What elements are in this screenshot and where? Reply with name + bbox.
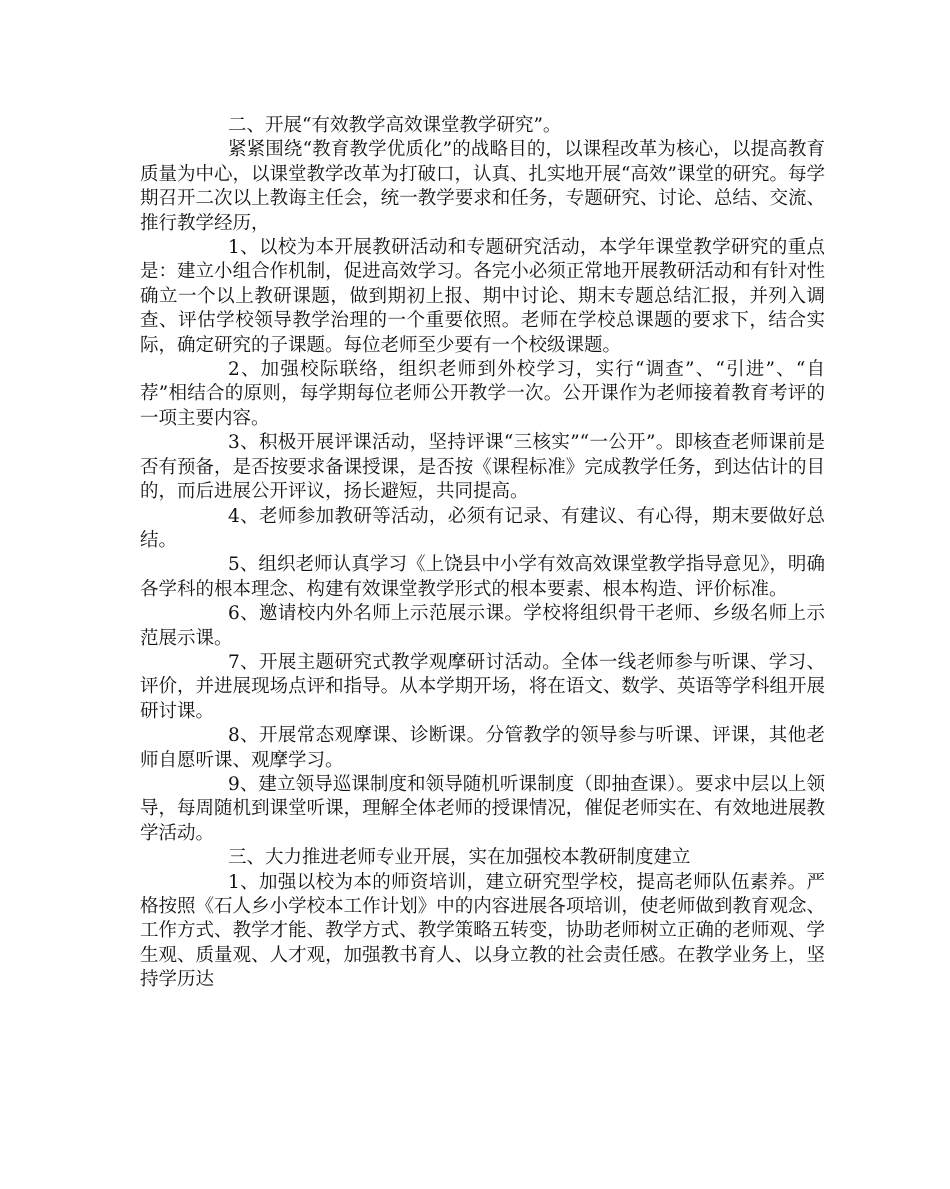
list-item-7: 7、开展主题研究式教学观摩研讨活动。全体一线老师参与听课、学习、评价，并进展现场点评和指导。从本学期开场，将在语文、数学、英语等学科组开展研讨课。	[140, 651, 825, 722]
list-item-3: 3、积极开展评课活动，坚持评课“三核实”“一公开”。即核查老师课前是否有预备，是否按要求备课授课，是否按《课程标准》完成教学任务，到达估计的目的，而后进展公开评议，扬长避短，共同提高。	[140, 432, 825, 503]
list-item-8: 8、开展常态观摩课、诊断课。分管教学的领导参与听课、评课，其他老师自愿听课、观摩学习。	[140, 725, 825, 771]
section-3-item-1: 1、加强以校为本的师资培训，建立研究型学校，提高老师队伍素养。严格按照《石人乡小学校本工作计划》中的内容进展各项培训，使老师做到教育观念、工作方式、教学才能、教学方式、教学策略五转变，协助老师树立正确的老师观、学生观、质量观、人才观，加强教书育人、以身立教的社会责任感。在教学业务上，坚持学历达	[140, 871, 825, 991]
list-item-1: 1、以校为本开展教研活动和专题研究活动，本学年课堂教学研究的重点是：建立小组合作机制，促进高效学习。各完小必须正常地开展教研活动和有针对性确立一个以上教研课题，做到期初上报、期中讨论、期末专题总结汇报，并列入调查、评估学校领导教学治理的一个重要依照。老师在学校总课题的要求下，结合实际，确定研究的子课题。每位老师至少要有一个校级课题。	[140, 237, 825, 356]
document-body	[140, 114, 825, 993]
section-heading-2: 二、开展“有效教学高效课堂教学研究”。	[228, 115, 562, 136]
list-item-5: 5、组织老师认真学习《上饶县中小学有效高效课堂教学指导意见》，明确各学科的根本理念、构建有效课堂教学形式的根本要素、根本构造、评价标准。	[140, 554, 825, 600]
list-item-2: 2、加强校际联络，组织老师到外校学习，实行“调查”、“引进”、“自荐”相结合的原则，每学期每位老师公开教学一次。公开课作为老师接着教育考评的一项主要内容。	[140, 359, 825, 429]
intro-paragraph: 紧紧围绕“教育教学优质化”的战略目的，以课程改革为核心，以提高教育质量为中心，以课堂教学改革为打破口，认真、扎实地开展“高效”课堂的研究。每学期召开二次以上教诲主任会，统一教学要求和任务，专题研究、讨论、总结、交流、推行教学经历，	[140, 139, 825, 234]
section-heading-3: 三、大力推进老师专业开展，实在加强校本教研制度建立	[228, 847, 691, 869]
list-item-4: 4、老师参加教研等活动，必须有记录、有建议、有心得，期末要做好总结。	[140, 505, 825, 551]
list-item-9: 9、建立领导巡课制度和领导随机听课制度（即抽查课）。要求中层以上领导，每周随机到课堂听课，理解全体老师的授课情况，催促老师实在、有效地进展教学活动。	[140, 773, 825, 844]
list-item-6: 6、邀请校内外名师上示范展示课。学校将组织骨干老师、乡级名师上示范展示课。	[140, 603, 825, 649]
